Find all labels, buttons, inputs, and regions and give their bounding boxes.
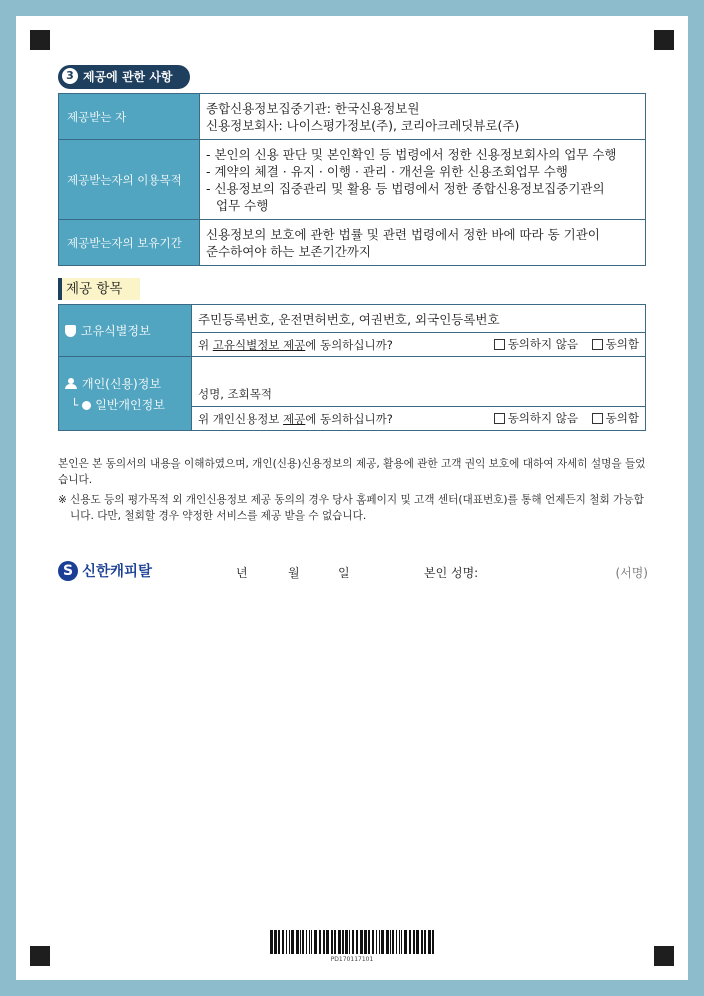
recipient-line-1: 종합신용정보집중기관: 한국신용정보원: [206, 100, 420, 116]
row-value-purpose: [200, 140, 646, 220]
table-row: [59, 357, 646, 407]
document-page: [16, 16, 688, 980]
bullet-icon: [82, 401, 91, 410]
signature-row: [58, 560, 648, 584]
purpose-line-1: - 본인의 신용 판단 및 본인확인 등 법령에서 정한 신용정보회사의 업무 수행: [206, 146, 617, 162]
section-header: [58, 65, 190, 89]
recipient-line-2: 신용정보회사: 나이스평가정보(주), 코리아크레딧뷰로(주): [206, 117, 520, 133]
items-title: 제공 항목: [58, 278, 140, 300]
day-field[interactable]: 일: [338, 566, 350, 580]
row-label-purpose: 제공받는자의 이용목적: [59, 140, 200, 220]
shield-icon: [65, 325, 76, 337]
withdrawal-notice-text: 신용도 등의 평가목적 외 개인신용정보 제공 동의의 경우 당사 홈페이지 및 고객 센터(대표번호)를 통해 언제든지 철회 가능합니다. 다만, 철회할 경우 약정한 서비스를 제공 받을 수 없습니다.: [70, 494, 644, 522]
personal-info-content: 성명, 조회목적: [192, 357, 646, 407]
barcode-number: PD170117101: [330, 956, 374, 963]
checkbox-icon: [494, 413, 505, 424]
registration-mark-bottom-right: [654, 946, 674, 966]
section-title: 제공에 관한 사항: [83, 70, 173, 84]
retention-line-1: 신용정보의 보호에 관한 법률 및 관련 법령에서 정한 바에 따라 동 기관이: [206, 226, 600, 242]
withdrawal-notice: [58, 492, 648, 524]
personal-info-disagree-checkbox[interactable]: [494, 410, 578, 426]
disagree-label: 동의하지 않음: [507, 337, 579, 352]
row-value-retention: [200, 220, 646, 266]
checkbox-icon: [592, 413, 603, 424]
purpose-line-2: - 계약의 체결 · 유지 · 이행 · 관리 · 개선을 위한 신용조회업무 수행: [206, 163, 568, 179]
registration-mark-bottom-left: [30, 946, 50, 966]
personal-info-label: 개인(신용)정보: [82, 376, 161, 391]
personal-info-label-cell: [59, 357, 192, 431]
provision-items-table: [58, 304, 646, 431]
section-number: 3: [62, 68, 78, 84]
year-field[interactable]: 년: [236, 566, 248, 580]
unique-id-question: 위 고유식별정보 제공에 동의하십니까?: [198, 337, 393, 352]
disagree-label: 동의하지 않음: [507, 411, 579, 426]
unique-id-consent-cell: [192, 333, 646, 357]
row-value-recipient: [200, 94, 646, 140]
row-label-retention: 제공받는자의 보유기간: [59, 220, 200, 266]
table-row: [59, 305, 646, 333]
unique-id-label-cell: [59, 305, 192, 357]
purpose-line-4: 업무 수행: [216, 197, 269, 213]
registration-mark-top-right: [654, 30, 674, 50]
provision-info-table: [58, 93, 646, 266]
company-name: 신한캐피탈: [82, 564, 153, 580]
registration-mark-top-left: [30, 30, 50, 50]
purpose-line-3: - 신용정보의 집중관리 및 활용 등 법령에서 정한 종합신용정보집중기관의: [206, 180, 605, 196]
signature-field[interactable]: (서명): [615, 566, 648, 580]
table-row: [59, 94, 646, 140]
notice-mark: ※: [58, 494, 67, 506]
unique-id-agree-checkbox[interactable]: [592, 336, 639, 352]
checkbox-icon: [494, 339, 505, 350]
company-logo: [58, 560, 152, 581]
barcode: [268, 930, 436, 954]
agree-label: 동의함: [605, 337, 639, 352]
person-icon: [65, 378, 77, 389]
shinhan-logo-icon: S: [58, 561, 78, 581]
unique-id-label: 고유식별정보: [81, 324, 151, 338]
table-row: [59, 220, 646, 266]
tree-branch-mark: └: [71, 397, 79, 412]
personal-info-question: 위 개인신용정보 제공에 동의하십니까?: [198, 411, 393, 426]
personal-info-agree-checkbox[interactable]: [592, 410, 639, 426]
checkbox-icon: [592, 339, 603, 350]
agree-label: 동의함: [605, 411, 639, 426]
table-row: [59, 140, 646, 220]
personal-info-consent-cell: [192, 407, 646, 431]
consent-notice: 본인은 본 동의서의 내용을 이해하였으며, 개인(신용)신용정보의 제공, 활용에 관한 고객 권익 보호에 대하여 자세히 설명을 들었습니다.: [58, 458, 646, 486]
retention-line-2: 준수하여야 하는 보존기간까지: [206, 243, 371, 259]
general-personal-info-label: 일반개인정보: [95, 397, 165, 412]
row-label-recipient: 제공받는 자: [59, 94, 200, 140]
unique-id-disagree-checkbox[interactable]: [494, 336, 578, 352]
month-field[interactable]: 월: [288, 566, 300, 580]
name-field[interactable]: 본인 성명:: [424, 566, 479, 580]
unique-id-content: 주민등록번호, 운전면허번호, 여권번호, 외국인등록번호: [192, 305, 646, 333]
